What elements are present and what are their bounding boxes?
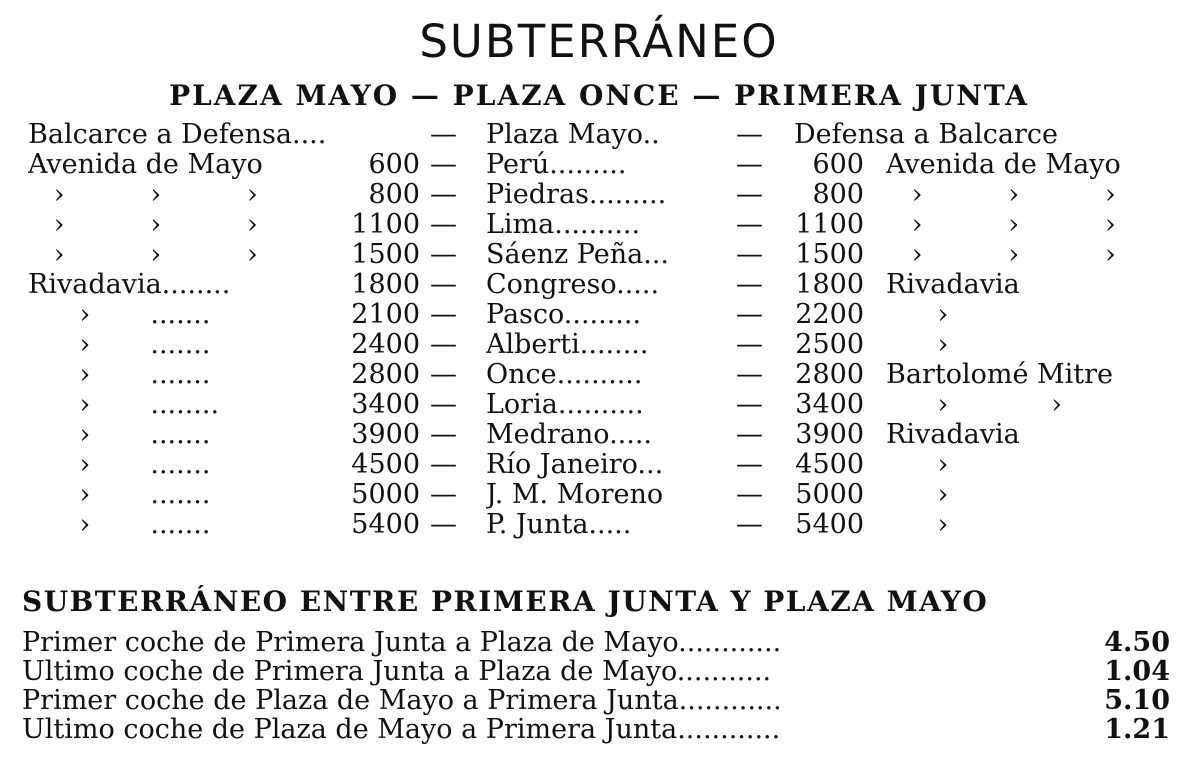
dash: — — [430, 149, 457, 180]
dash: — — [430, 359, 457, 390]
left-street: › ....... — [28, 510, 211, 540]
station-name: Perú......... — [486, 150, 627, 180]
station-name: J. M. Moreno — [486, 480, 664, 510]
left-number: 1500 — [351, 239, 420, 270]
right-number: 800 — [812, 179, 864, 210]
table-row — [28, 240, 1178, 270]
right-street: Defensa a Balcarce — [794, 119, 1059, 150]
right-number: 5400 — [795, 509, 864, 540]
table-row — [28, 270, 1178, 300]
right-number: 2500 — [795, 329, 864, 360]
schedule-row — [22, 628, 1182, 657]
left-number: 1800 — [351, 269, 420, 300]
schedule-description: Primer coche de Plaza de Mayo a Primera Junta............ — [22, 686, 782, 715]
right-street: › — [886, 479, 949, 510]
left-number: 5400 — [351, 509, 420, 540]
dash: — — [430, 269, 457, 300]
left-number: 800 — [368, 179, 420, 210]
right-number: 5000 — [795, 479, 864, 510]
station-name: Once.......... — [486, 360, 643, 390]
dash: — — [736, 359, 763, 390]
schedule-time: 1.21 — [1104, 714, 1170, 745]
right-street: › › › — [886, 179, 1116, 210]
left-street: › ........ — [28, 390, 220, 420]
table-row — [28, 330, 1178, 360]
station-name: Plaza Mayo.. — [486, 120, 660, 150]
station-table — [28, 120, 1178, 540]
right-number: 3400 — [795, 389, 864, 420]
left-number: 2100 — [351, 299, 420, 330]
schedule-description: Ultimo coche de Primera Junta a Plaza de Mayo........... — [22, 657, 772, 686]
right-number: 1100 — [795, 209, 864, 240]
station-name: Pasco......... — [486, 300, 642, 330]
left-street: › › › — [28, 180, 258, 210]
right-street: › › — [886, 389, 1063, 420]
schedule-row — [22, 715, 1182, 744]
schedule-row — [22, 657, 1182, 686]
schedule-time: 4.50 — [1104, 627, 1170, 658]
left-street: › ....... — [28, 450, 211, 480]
station-name: P. Junta..... — [486, 510, 632, 540]
schedule-time: 1.04 — [1104, 656, 1170, 687]
left-number: 2800 — [351, 359, 420, 390]
dash: — — [736, 269, 763, 300]
section-title: SUBTERRÁNEO ENTRE PRIMERA JUNTA Y PLAZA MAYO — [22, 585, 989, 618]
dash: — — [736, 149, 763, 180]
left-number: 3900 — [351, 419, 420, 450]
dash: — — [736, 419, 763, 450]
left-street: › › › — [28, 210, 258, 240]
right-street: Bartolomé Mitre — [886, 359, 1114, 390]
schedule-description: Primer coche de Primera Junta a Plaza de Mayo............ — [22, 628, 782, 657]
dash: — — [736, 389, 763, 420]
station-name: Medrano..... — [486, 420, 652, 450]
table-row — [28, 510, 1178, 540]
right-street: › — [886, 299, 949, 330]
left-number: 1100 — [351, 209, 420, 240]
dash: — — [736, 239, 763, 270]
dash: — — [736, 449, 763, 480]
dash: — — [736, 329, 763, 360]
dash: — — [430, 389, 457, 420]
left-number: 4500 — [351, 449, 420, 480]
dash: — — [430, 509, 457, 540]
route-subtitle: PLAZA MAYO — PLAZA ONCE — PRIMERA JUNTA — [169, 79, 1029, 112]
right-street: › › › — [886, 209, 1116, 240]
dash: — — [430, 119, 457, 150]
right-number: 1500 — [795, 239, 864, 270]
table-row — [28, 210, 1178, 240]
dash: — — [736, 209, 763, 240]
left-street: › ....... — [28, 330, 211, 360]
table-row — [28, 300, 1178, 330]
page-title: SUBTERRÁNEO — [419, 15, 779, 68]
station-name: Sáenz Peña... — [486, 240, 669, 270]
right-street: › — [886, 329, 949, 360]
left-street: Avenida de Mayo — [28, 150, 263, 180]
right-number: 2800 — [795, 359, 864, 390]
schedule-description: Ultimo coche de Plaza de Mayo a Primera Junta............ — [22, 715, 781, 744]
table-row — [28, 150, 1178, 180]
right-street: Avenida de Mayo — [886, 149, 1121, 180]
table-row — [28, 480, 1178, 510]
dash: — — [430, 419, 457, 450]
dash: — — [430, 239, 457, 270]
right-number: 600 — [812, 149, 864, 180]
table-row — [28, 180, 1178, 210]
left-street: › ....... — [28, 360, 211, 390]
station-name: Alberti........ — [486, 330, 649, 360]
station-name: Río Janeiro... — [486, 450, 664, 480]
left-street: › › › — [28, 240, 258, 270]
left-number: 600 — [368, 149, 420, 180]
dash: — — [430, 449, 457, 480]
left-street: › ....... — [28, 480, 211, 510]
schedule-list — [22, 628, 1182, 744]
dash: — — [430, 479, 457, 510]
table-row — [28, 420, 1178, 450]
right-number: 2200 — [795, 299, 864, 330]
table-row — [28, 390, 1178, 420]
table-row — [28, 450, 1178, 480]
right-number: 1800 — [795, 269, 864, 300]
right-number: 3900 — [795, 419, 864, 450]
dash: — — [736, 299, 763, 330]
left-street: Balcarce a Defensa.... — [28, 120, 327, 150]
left-street: Rivadavia........ — [28, 270, 231, 300]
station-name: Loria.......... — [486, 390, 644, 420]
dash: — — [736, 119, 763, 150]
right-street: › — [886, 509, 949, 540]
right-street: › — [886, 449, 949, 480]
dash: — — [430, 329, 457, 360]
schedule-time: 5.10 — [1104, 685, 1170, 716]
left-number: 2400 — [351, 329, 420, 360]
schedule-row — [22, 686, 1182, 715]
right-number: 4500 — [795, 449, 864, 480]
table-header-row — [28, 120, 1178, 150]
left-number: 3400 — [351, 389, 420, 420]
right-street: Rivadavia — [886, 419, 1020, 450]
dash: — — [736, 509, 763, 540]
station-name: Piedras......... — [486, 180, 667, 210]
dash: — — [430, 209, 457, 240]
dash: — — [430, 179, 457, 210]
dash: — — [736, 179, 763, 210]
left-street: › ....... — [28, 300, 211, 330]
station-name: Congreso..... — [486, 270, 660, 300]
dash: — — [736, 479, 763, 510]
right-street: Rivadavia — [886, 269, 1020, 300]
table-row — [28, 360, 1178, 390]
right-street: › › › — [886, 239, 1116, 270]
left-number: 5000 — [351, 479, 420, 510]
left-street: › ....... — [28, 420, 211, 450]
station-name: Lima.......... — [486, 210, 641, 240]
dash: — — [430, 299, 457, 330]
